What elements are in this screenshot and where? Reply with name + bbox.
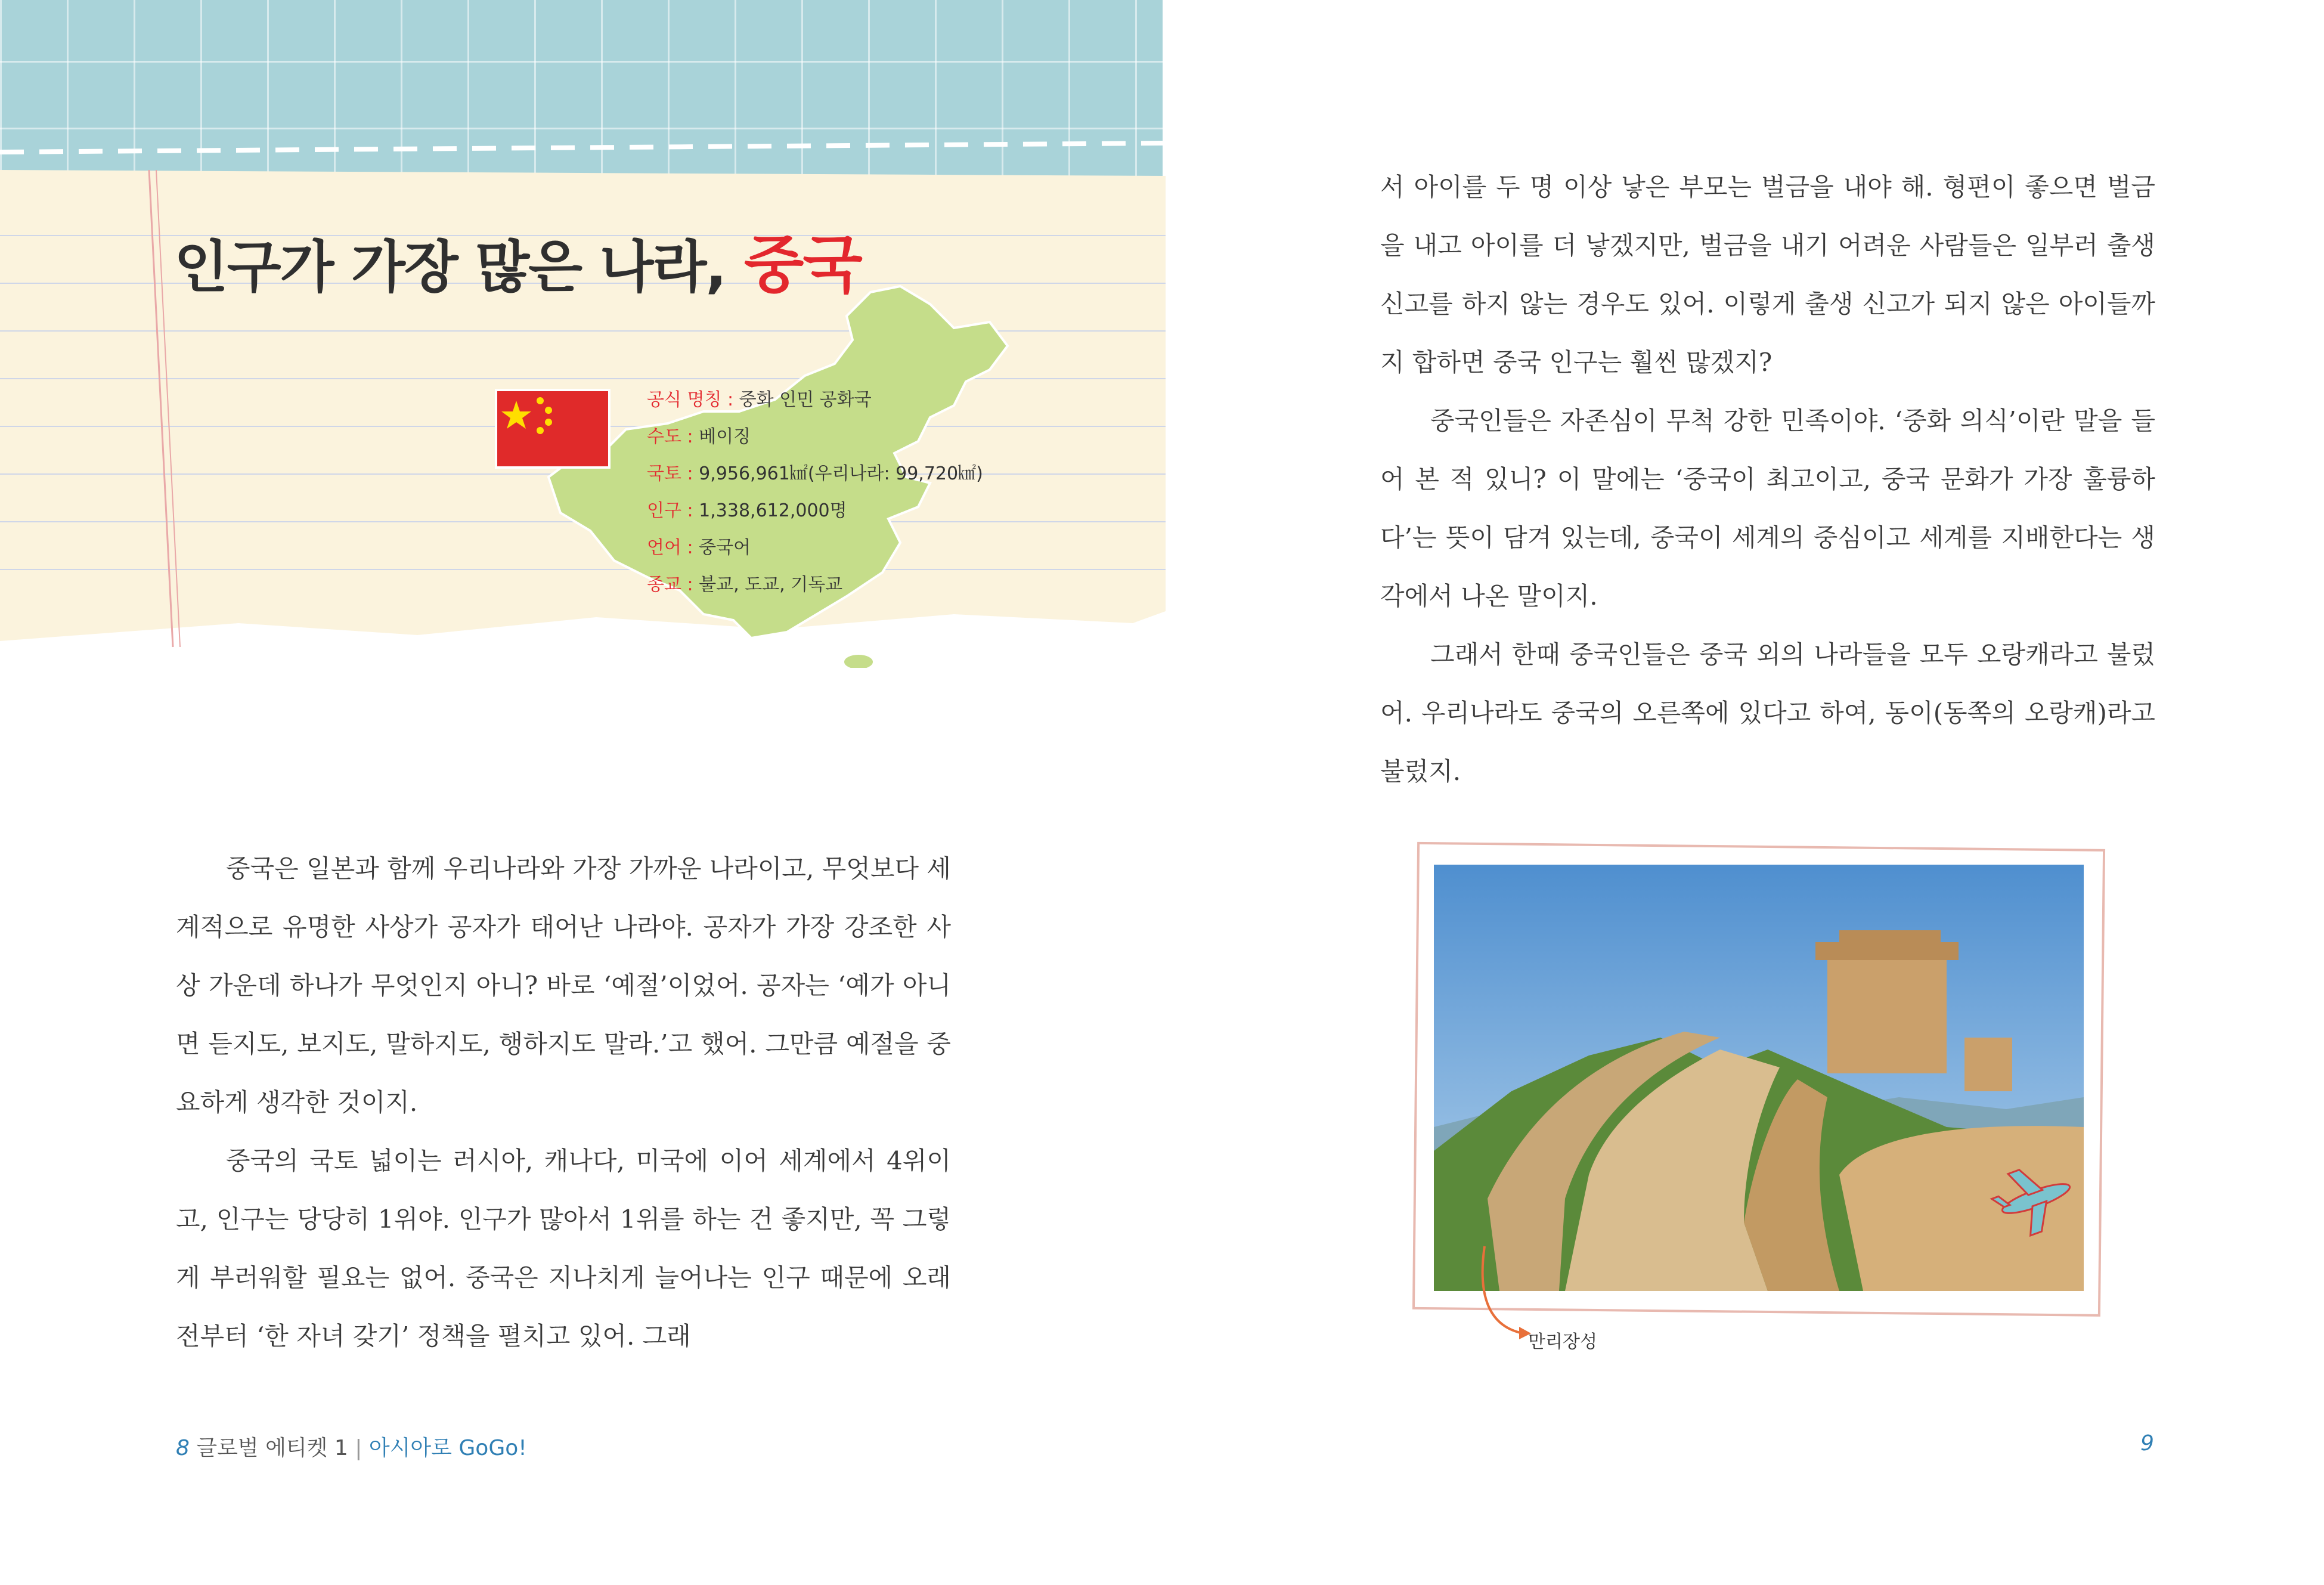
left-page-body [176,840,951,1366]
country-facts-list [647,382,983,603]
china-flag-icon [494,388,612,470]
series-name: 글로벌 에티켓 1 [196,1436,348,1460]
footer-left [176,1431,527,1462]
right-page-number: 9 [2140,1431,2154,1456]
body-paragraph: 중국의 국토 넓이는 러시아, 캐나다, 미국에 이어 세계에서 4위이고, 인구는 당당히 1위야. 인구가 많아서 1위를 하는 건 좋지만, 꼭 그렇게 부러워할 필요는 없어. 중국은 지나치게 늘어나는 인구 때문에 오래전부터 ‘한 자녀 갖기’ 정책을 펼치고 있어. 그래 [176,1146,951,1351]
fact-official-name: 공식 명칭 : 중화 인민 공화국 [647,389,872,410]
right-page-body [1380,158,2155,801]
fact-capital: 수도 : 베이징 [647,426,751,447]
title-accent: 중국 [743,228,862,301]
fact-area: 국토 : 9,956,961㎢(우리나라: 99,720㎢) [647,463,983,484]
caption-arrow-icon [1467,1240,1538,1354]
footer-separator: | [355,1436,362,1460]
body-paragraph: 서 아이를 두 명 이상 낳은 부모는 벌금을 내야 해. 형편이 좋으면 벌금을 내고 아이를 더 낳겠지만, 벌금을 내기 어려운 사람들은 일부러 출생 신고를 하지 않는 경우도 있어. 이렇게 출생 신고가 되지 않은 아이들까지 합하면 중국 인구는 훨씬 많겠지? [1380,172,2155,377]
book-title: 아시아로 GoGo! [368,1436,527,1460]
left-page-number: 8 [176,1436,190,1460]
fact-language: 언어 : 중국어 [647,537,751,558]
body-paragraph: 중국인들은 자존심이 무척 강한 민족이야. ‘중화 의식’이란 말을 들어 본 적 있니? 이 말에는 ‘중국이 최고이고, 중국 문화가 가장 훌륭하다’는 뜻이 담겨 있는데, 중국이 세계의 중심이고 세계를 지배한다는 생각에서 나온 말이지. [1380,406,2155,611]
photo-caption: 만리장성 [1528,1332,1597,1352]
fact-religion: 종교 : 불교, 도교, 기독교 [647,574,843,595]
body-paragraph: 그래서 한때 중국인들은 중국 외의 나라들을 모두 오랑캐라고 불렀어. 우리나라도 중국의 오른쪽에 있다고 하여, 동이(동쪽의 오랑캐)라고 불렀지. [1380,640,2155,786]
body-paragraph: 중국은 일본과 함께 우리나라와 가장 가까운 나라이고, 무엇보다 세계적으로 유명한 사상가 공자가 태어난 나라야. 공자가 가장 강조한 사상 가운데 하나가 무엇인지 아니? 바로 ‘예절’이었어. 공자는 ‘예가 아니면 듣지도, 보지도, 말하지도, 행하지도 말라.’고 했어. 그만큼 예절을 중요하게 생각한 것이지. [176,854,951,1117]
title-main: 인구가 가장 많은 나라, [174,235,744,300]
fact-population: 인구 : 1,338,612,000명 [647,500,847,521]
